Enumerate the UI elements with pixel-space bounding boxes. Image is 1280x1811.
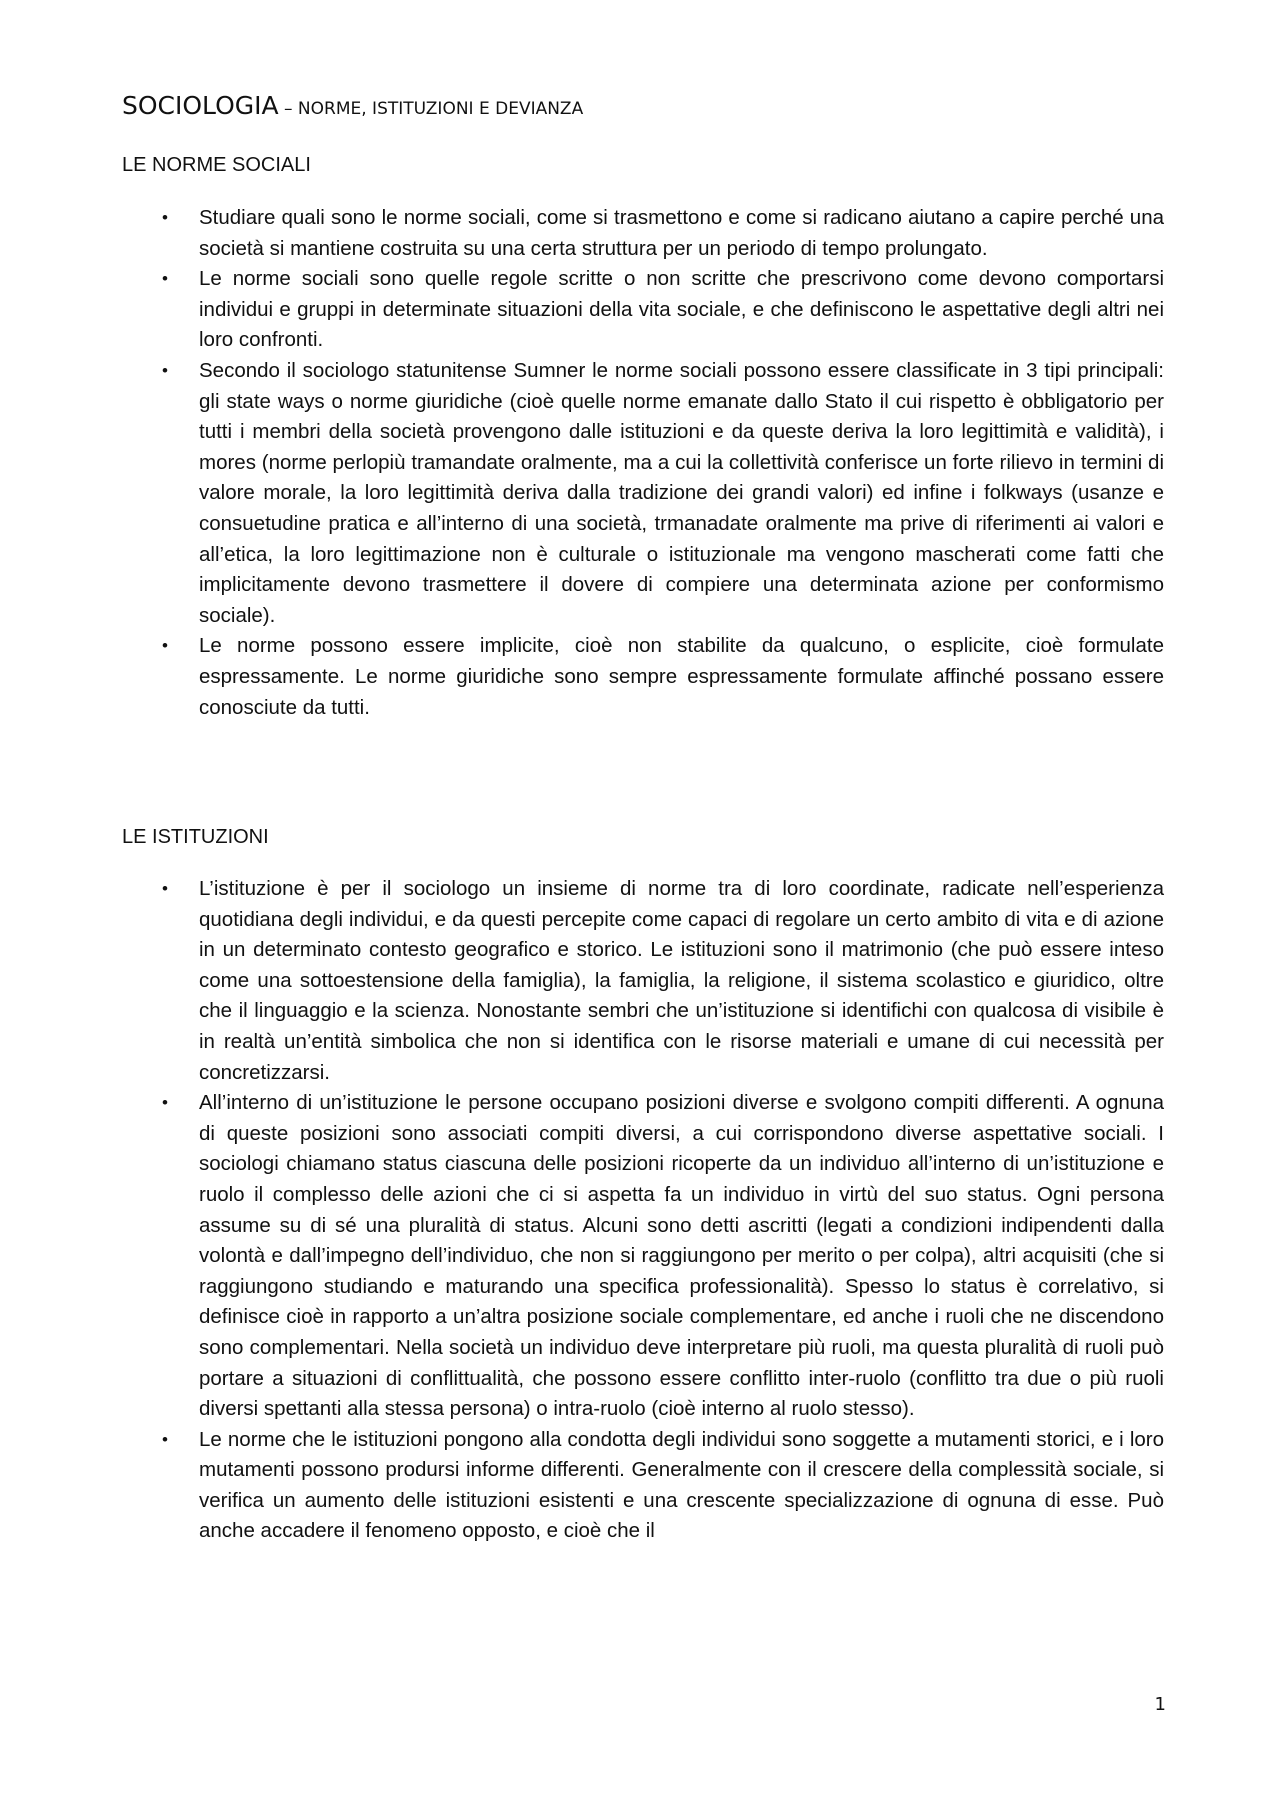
title-main: SOCIOLOGIA — [122, 91, 279, 120]
list-item-text: Studiare quali sono le norme sociali, come si trasmettono e come si radicano aiutano a capire perché una società si mantiene costruita su una certa struttura per un periodo di tempo prolungato. — [199, 206, 1164, 260]
section-heading-norme-sociali: LE NORME SOCIALI — [122, 154, 311, 176]
list-item-text: Le norme possono essere implicite, cioè non stabilite da qualcuno, o esplicite, cioè formulate espressamente. Le norme giuridiche sono sempre espressamente formulate affinché possano essere conosciute da tutti. — [199, 634, 1164, 719]
bullet-icon: • — [162, 879, 168, 898]
title-subtitle: – NORME, ISTITUZIONI E DEVIANZA — [278, 99, 584, 119]
list-item-text: Le norme sociali sono quelle regole scritte o non scritte che prescrivono come devono comportarsi individui e gruppi in determinate situazioni della vita sociale, e che definiscono le aspettative degli altri nei loro confronti. — [199, 267, 1164, 352]
list-item — [0, 1088, 1164, 1425]
list-item — [0, 203, 1164, 264]
bullet-list-istituzioni — [0, 874, 1164, 1547]
list-item — [0, 874, 1164, 1088]
bullet-icon: • — [162, 1093, 168, 1113]
list-item-text: Le norme che le istituzioni pongono alla condotta degli individui sono soggette a mutamenti storici, e i loro mutamenti possono prodursi informe differenti. Generalmente con il crescere della complessità sociale, si verifica un aumento delle istituzioni esistenti e una crescente specializzazione di ognuna di esse. Può anche accadere il fenomeno opposto, e cioè che il — [199, 1427, 1164, 1543]
bullet-icon: • — [162, 360, 168, 380]
bullet-icon: • — [162, 636, 168, 656]
list-item-text: All’interno di un’istituzione le persone occupano posizioni diverse e svolgono compiti differenti. A ognuna di queste posizioni sono associati compiti diversi, a cui corrispondono diverse aspettative sociali. I sociologi chiamano status ciascuna delle posizioni ricoperte da un individuo all’interno di un’istituzione e ruolo il complesso delle azioni che ci si aspetta fa un individuo in virtù del suo status. Ogni persona assume su di sé una pluralità di status. Alcuni sono detti ascritti (legati a condizioni indipendenti dalla volontà e dall’impegno dell’individuo, che non si raggiungono per merito o per colpa), altri acquisiti (che si raggiungono studiando e maturando una specifica professionalità). Spesso lo status è correlativo, si definisce cioè in rapporto a un’altra posizione sociale complementare, ed anche i ruoli che ne discendono sono complementari. Nella società un individuo deve interpretare più ruoli, ma questa pluralità di ruoli può portare a situazioni di conflittualità, che possono essere conflitto inter-ruolo (conflitto tra due o più ruoli diversi spettanti alla stessa persona) o intra-ruolo (cioè interno al ruolo stesso). — [199, 1091, 1164, 1421]
bullet-list-norme-sociali — [0, 203, 1164, 723]
list-item — [0, 264, 1164, 356]
section-heading-istituzioni: LE ISTITUZIONI — [122, 826, 269, 848]
page-number: 1 — [1154, 1694, 1166, 1715]
bullet-icon: • — [162, 269, 168, 289]
list-item-text: Secondo il sociologo statunitense Sumner le norme sociali possono essere classificate in 3 tipi principali: gli state ways o norme giuridiche (cioè quelle norme emanate dallo Stato il cui rispetto è obbligatorio per tutti i membri della società provengono dalle istituzioni e da queste deriva la loro legittimità e validità), i mores (norme perlopiù tramandate oralmente, ma a cui la collettività conferisce un forte rilievo in termini di valore morale, la loro legittimità deriva dalla tradizione dei grandi valori) ed infine i folkways (usanze e consuetudine pratica e all’interno di una società, trmanadate oralmente ma prive di riferimenti ai valori e all’etica, la loro legittimazione non è culturale o istituzionale ma vengono mascherati come fatti che implicitamente devono trasmettere il dovere di compiere una determinata azione per conformismo sociale). — [199, 358, 1164, 627]
document-title — [122, 84, 583, 122]
bullet-icon: • — [162, 208, 168, 227]
bullet-icon: • — [162, 1429, 168, 1449]
list-item — [0, 356, 1164, 631]
list-item — [0, 631, 1164, 723]
list-item-text: L’istituzione è per il sociologo un insieme di norme tra di loro coordinate, radicate nell’esperienza quotidiana degli individui, e da questi percepite come capaci di regolare un certo ambito di vita e di azione in un determinato contesto geografico e storico. Le istituzioni sono il matrimonio (che può essere inteso come una sottoestensione della famiglia), la famiglia, la religione, il sistema scolastico e giuridico, oltre che il linguaggio e la scienza. Nonostante sembri che un’istituzione si identifichi con qualcosa di visibile è in realtà un’entità simbolica che non si identifica con le risorse materiali e umane di cui necessità per concretizzarsi. — [199, 877, 1164, 1084]
list-item — [0, 1425, 1164, 1547]
